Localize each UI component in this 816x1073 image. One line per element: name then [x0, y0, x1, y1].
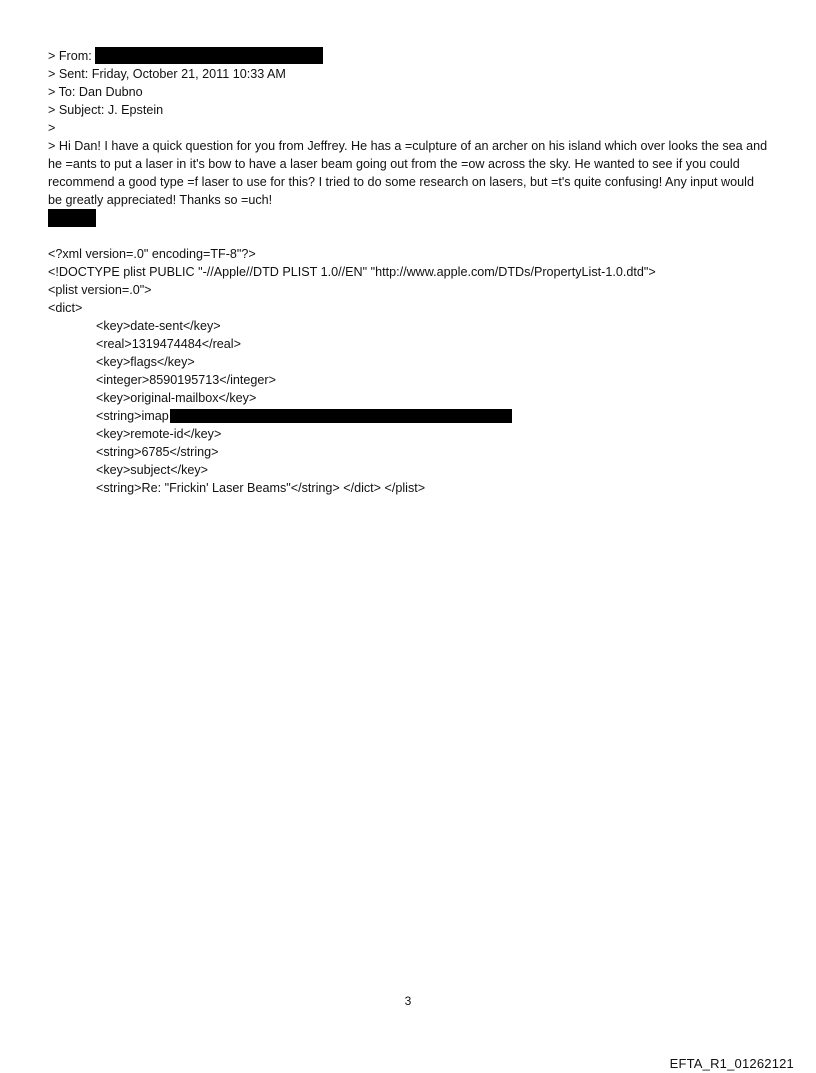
plist-open-line: <plist version=.0"> [48, 283, 152, 297]
email-quote-block [48, 47, 768, 227]
message-body: > Hi Dan! I have a quick question for you from Jeffrey. He has a =culpture of an archer on his island which over looks the sea and he =ants to put a laser in it's bow to have a laser beam going out from the =ow across the sky. He wanted to see if you could recommend a good type =f laser to use for this? I tried to do some research on lasers, but =t's quite confusing! Any input would be greatly appreciated! Thanks so =uch! [48, 139, 768, 207]
key-flags: <key>flags</key> [96, 355, 195, 369]
redacted-sender [95, 47, 323, 64]
string-subject-close: <string>Re: "Frickin' Laser Beams"</string> </dict> </plist> [96, 481, 426, 495]
sent-line: > Sent: Friday, October 21, 2011 10:33 AM [48, 67, 286, 81]
key-subject: <key>subject</key> [96, 463, 209, 477]
plist-xml-block [48, 245, 768, 497]
subject-line: > Subject: J. Epstein [48, 103, 164, 117]
blank-quote-line: > [48, 121, 56, 135]
key-original-mailbox: <key>original-mailbox</key> [96, 391, 257, 405]
from-label: > From: [48, 49, 92, 63]
key-date-sent: <key>date-sent</key> [96, 319, 221, 333]
real-value: <real>1319474484</real> [96, 337, 241, 351]
xml-declaration: <?xml version=.0" encoding=TF-8"?> [48, 247, 256, 261]
from-line [48, 47, 768, 65]
redacted-mailbox [170, 409, 512, 423]
bates-number: EFTA_R1_01262121 [669, 1056, 794, 1071]
string-imap-line [48, 407, 768, 425]
integer-value: <integer>8590195713</integer> [96, 373, 276, 387]
string-imap-text: <string>imap [96, 409, 169, 423]
redacted-signature [48, 209, 96, 227]
key-remote-id: <key>remote-id</key> [96, 427, 222, 441]
page-number: 3 [404, 994, 412, 1008]
doctype-line: <!DOCTYPE plist PUBLIC "-//Apple//DTD PLIST 1.0//EN" "http://www.apple.com/DTDs/PropertyList-1.0.dtd"> [48, 265, 656, 279]
to-line: > To: Dan Dubno [48, 85, 143, 99]
string-remote-id: <string>6785</string> [96, 445, 219, 459]
dict-open-line: <dict> [48, 301, 83, 315]
